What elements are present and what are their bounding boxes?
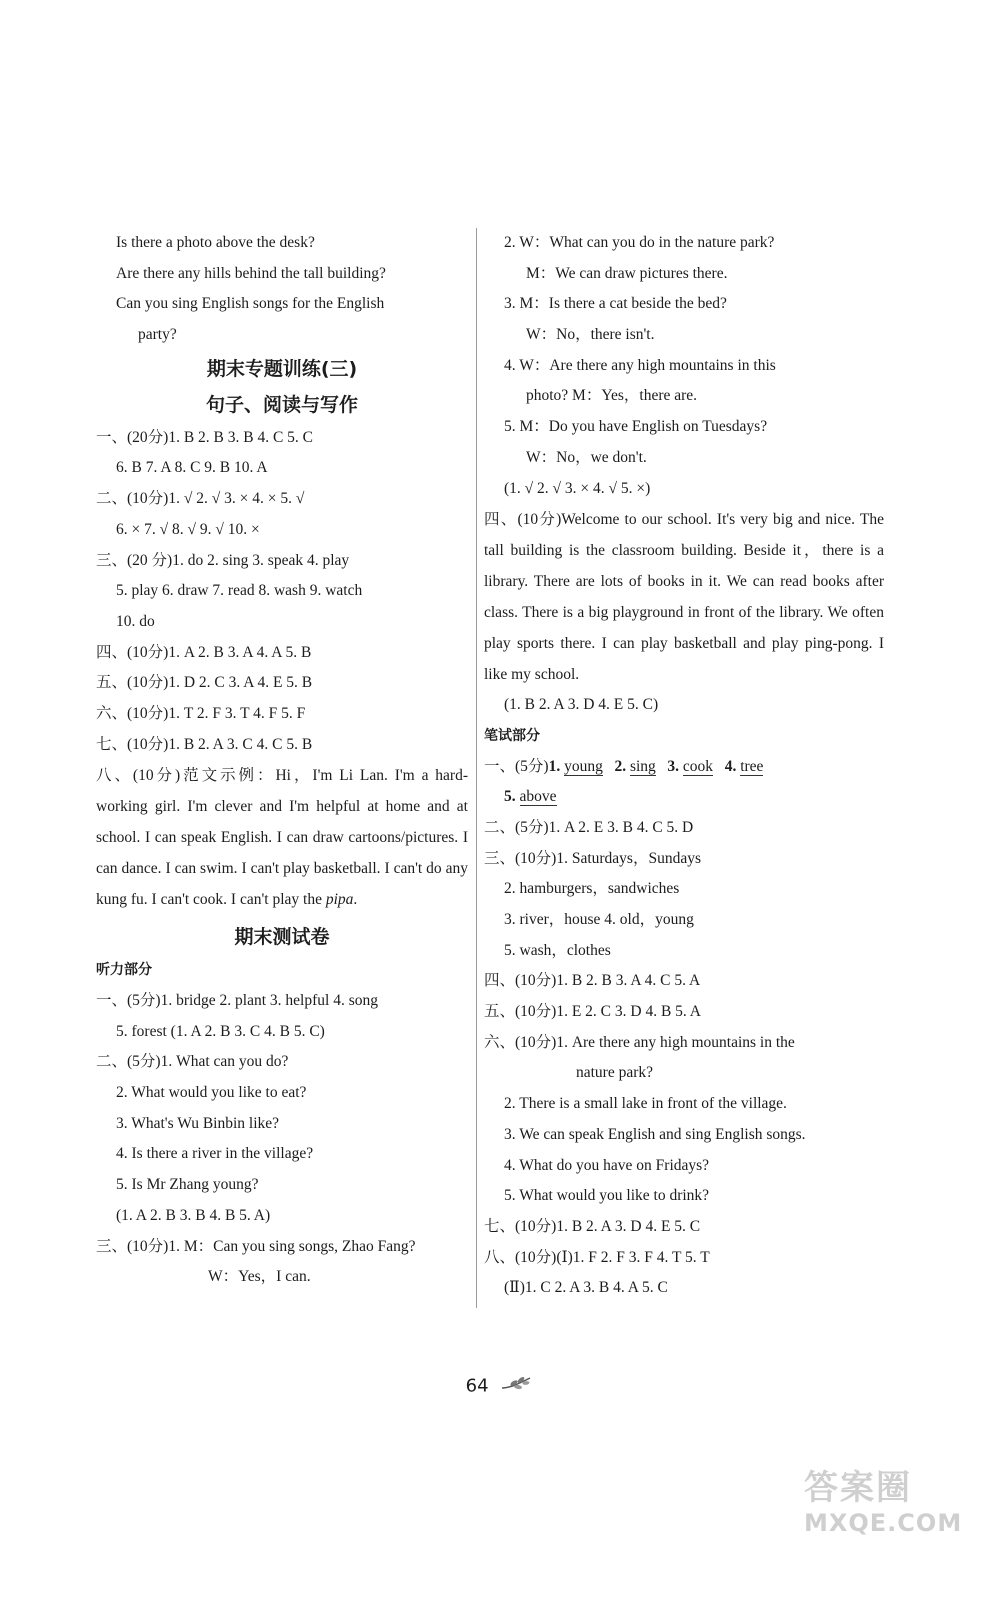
l3-dialog-2w: 2. W：What can you do in the nature park? xyxy=(504,234,775,251)
watermark xyxy=(804,1460,974,1560)
l4-answers: (1. B 2. A 3. D 4. E 5. C) xyxy=(504,696,659,714)
l1-line-a: 一、(5分)1. bridge 2. plant 3. helpful 4. song xyxy=(96,992,378,1009)
l3-dialog-1w: W：Yes，I can. xyxy=(208,1268,311,1286)
l3-dialog-5w: W：No，we don't. xyxy=(526,448,647,466)
w3-line-1 xyxy=(484,844,884,875)
s1-answers-1: 1. B 2. B 3. B 4. C 5. C xyxy=(168,428,314,446)
w1-line-2: 5. above xyxy=(504,788,557,806)
w1-word-3: cook xyxy=(682,757,714,775)
s8-italic: pipa xyxy=(325,891,354,909)
l3-dialog-2m: M：We can draw pictures there. xyxy=(526,264,728,282)
w6-answer-4: 4. What do you have on Fridays? xyxy=(504,1156,710,1174)
left-q3: Is there a photo above the desk? xyxy=(116,234,315,251)
l3-line-1 xyxy=(96,1232,468,1263)
s5-answers: 五、(10分)1. D 2. C 3. A 4. E 5. B xyxy=(96,674,313,692)
w3-label: 三、(10分) xyxy=(484,849,557,867)
listening-label: 听力部分 xyxy=(96,962,152,979)
w1-line-1: 一、(5分)1. young 2. sing 3. cook 4. tree xyxy=(484,757,764,775)
l3-dialog-4w: 4. W：Are there any high mountains in this xyxy=(504,356,776,374)
left-column xyxy=(96,228,468,1293)
l3-dialog-3w: W：No，there isn't. xyxy=(526,326,655,344)
l3-answers: (1. √ 2. √ 3. × 4. √ 5. ×) xyxy=(504,479,651,497)
s2-answers-2: 6. × 7. √ 8. √ 9. √ 10. × xyxy=(116,520,260,538)
w6-answer-2: 2. There is a small lake in front of the village. xyxy=(504,1095,787,1113)
l1-line-b: 5. forest (1. A 2. B 3. C 4. B 5. C) xyxy=(116,1022,325,1040)
w1-word-4: tree xyxy=(740,757,764,775)
s8-sample-essay xyxy=(96,760,468,915)
s3-label: 三、(20 分) xyxy=(96,551,173,569)
leaf-ornament-icon xyxy=(500,1374,534,1399)
right-column xyxy=(484,228,884,1304)
w4-answers: 四、(10分)1. B 2. B 3. A 4. C 5. A xyxy=(484,972,701,990)
l2-q2: 2. What would you like to eat? xyxy=(116,1084,307,1102)
left-q5b: party? xyxy=(138,326,177,344)
s7-answers: 七、(10分)1. B 2. A 3. C 4. C 5. B xyxy=(96,735,313,753)
l2-line-1 xyxy=(96,1047,468,1078)
w2-answers: 二、(5分)1. A 2. E 3. B 4. C 5. D xyxy=(484,818,694,836)
page-footer xyxy=(0,1374,1000,1399)
l3-dialog-5m: 5. M：Do you have English on Tuesdays? xyxy=(504,418,768,436)
s2-answers-1: 1. √ 2. √ 3. × 4. × 5. √ xyxy=(168,490,305,508)
w1-word-2: sing xyxy=(629,757,656,775)
section-heading-1: 期末专题训练(三) xyxy=(206,357,358,380)
l2-answers: (1. A 2. B 3. B 4. B 5. A) xyxy=(116,1206,271,1224)
s6-answers: 六、(10分)1. T 2. F 3. T 4. F 5. F xyxy=(96,704,306,722)
s3-line-1 xyxy=(96,546,468,577)
w1-word-1: young xyxy=(564,757,603,775)
watermark-bottom: MXQE.COM xyxy=(804,1509,963,1537)
w6-answer-1b: nature park? xyxy=(576,1064,654,1082)
s1-label: 一、(20分) xyxy=(96,428,169,446)
s3-answers-3: 10. do xyxy=(116,612,155,630)
w6-label: 六、(10分) xyxy=(484,1033,557,1051)
l3-dialog-1m: 1. M：Can you sing songs, Zhao Fang? xyxy=(168,1237,416,1255)
l3-dialog-4m: photo? M：Yes，there are. xyxy=(526,387,698,405)
left-q5a: Can you sing English songs for the English xyxy=(116,295,385,313)
s2-line-1 xyxy=(96,484,468,515)
left-q4: Are there any hills behind the tall building? xyxy=(116,264,386,282)
l3-dialog-3m: 3. M：Is there a cat beside the bed? xyxy=(504,295,727,313)
w6-answer-1a: 1. Are there any high mountains in the xyxy=(556,1033,795,1051)
l2-q1: 1. What can you do? xyxy=(160,1053,289,1071)
s3-answers-2: 5. play 6. draw 7. read 8. wash 9. watch xyxy=(116,582,363,600)
w6-line-1 xyxy=(484,1028,884,1059)
w6-answer-3: 3. We can speak English and sing English songs. xyxy=(504,1125,806,1143)
section-heading-2: 句子、阅读与写作 xyxy=(205,393,358,416)
w3-answer-2: 2. hamburgers，sandwiches xyxy=(504,880,680,898)
l2-q3: 3. What's Wu Binbin like? xyxy=(116,1114,280,1132)
watermark-top: 答案圈 xyxy=(804,1468,912,1508)
w3-answer-1: 1. Saturdays，Sundays xyxy=(556,849,701,867)
w3-answer-3: 3. river，house 4. old，young xyxy=(504,911,694,928)
s1-line-1 xyxy=(96,423,468,454)
s3-answers-1: 1. do 2. sing 3. speak 4. play xyxy=(172,551,350,569)
s4-answers: 四、(10分)1. A 2. B 3. A 4. A 5. B xyxy=(96,643,312,661)
written-label: 笔试部分 xyxy=(484,727,540,744)
w8-answers-2: (Ⅱ)1. C 2. A 3. B 4. A 5. C xyxy=(504,1279,668,1297)
w7-answers: 七、(10分)1. B 2. A 3. D 4. E 5. C xyxy=(484,1217,701,1235)
l2-q5: 5. Is Mr Zhang young? xyxy=(116,1176,259,1194)
l2-q4: 4. Is there a river in the village? xyxy=(116,1145,314,1163)
s1-answers-2: 6. B 7. A 8. C 9. B 10. A xyxy=(116,459,268,477)
w8-answers-1: 八、(10分)(Ⅰ)1. F 2. F 3. F 4. T 5. T xyxy=(484,1248,710,1266)
l4-passage: 四、(10分)Welcome to our school. It's very big and nice. The tall building is the classroom building. Beside it，there is a library. There are lots of books in it. We can read books after class. There is a big playground in front of the library. We often play sports there. I can play basketball and play ping-pong. I like my school. xyxy=(484,511,884,684)
w1-word-5: above xyxy=(519,788,557,806)
section-heading-3: 期末测试卷 xyxy=(234,926,330,949)
s8-text: 八、(10分)范文示例：Hi，I'm Li Lan. I'm a hard-working girl. I'm clever and I'm helpful at home and at school. I can speak English. I can draw cartoons/pictures. I can dance. I can swim. I can't play basketball. I can't do any kung fu. I can't cook. I can't play the xyxy=(96,767,468,909)
w6-answer-5: 5. What would you like to drink? xyxy=(504,1187,710,1205)
l2-label: 二、(5分) xyxy=(96,1053,161,1071)
l3-label: 三、(10分) xyxy=(96,1237,169,1255)
column-divider xyxy=(476,228,477,1308)
s8-end: . xyxy=(353,891,358,909)
w5-answers: 五、(10分)1. E 2. C 3. D 4. B 5. A xyxy=(484,1003,702,1021)
w3-answer-5: 5. wash，clothes xyxy=(504,941,611,959)
w1-label: 一、(5分) xyxy=(484,757,549,775)
page-number: 64 xyxy=(465,1375,489,1397)
s2-label: 二、(10分) xyxy=(96,490,169,508)
